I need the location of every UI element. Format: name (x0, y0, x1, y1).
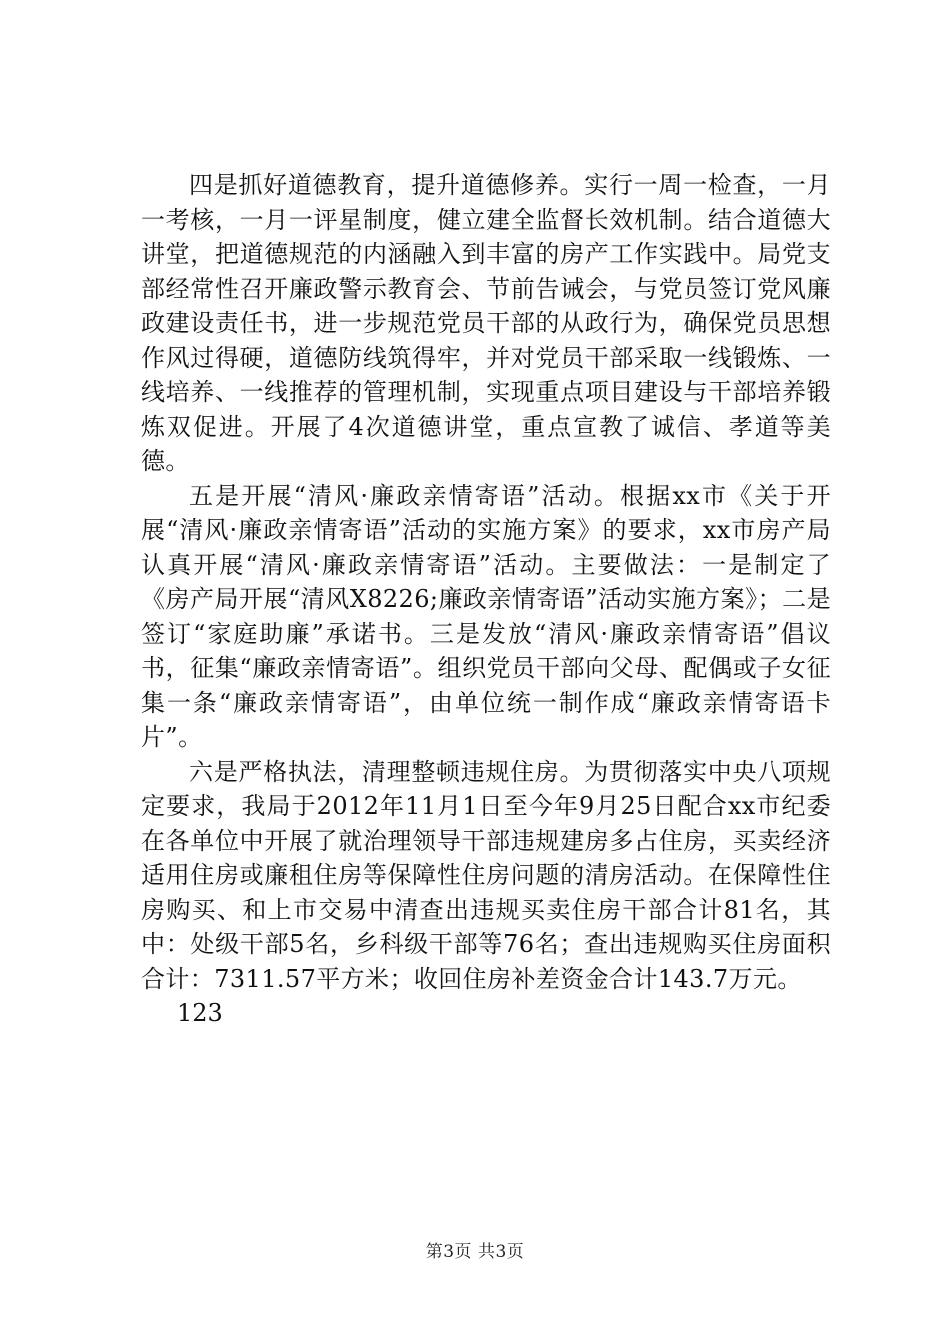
page-footer: 第3页 共3页 (425, 1242, 525, 1262)
paragraph-family-message-activity: 五是开展“清风·廉政亲情寄语”活动。根据xx市《关于开展“清风·廉政亲情寄语”活动的实施方案》的要求，xx市房产局认真开展“清风·廉政亲情寄语”活动。主要做法：一是制定了《房产局开展“清风X8226;廉政亲情寄语”活动实施方案》；二是签订“家庭助廉”承诺书。三是发放“清风·廉政亲情寄语”倡议书，征集“廉政亲情寄语”。组织党员干部向父母、配偶或子女征集一条“廉政亲情寄语”，由单位统一制作成“廉政亲情寄语卡片”。 (141, 481, 831, 751)
paragraph-moral-education: 四是抓好道德教育，提升道德修养。实行一周一检查，一月一考核，一月一评星制度，健立建全监督长效机制。结合道德大讲堂，把道德规范的内涵融入到丰富的房产工作实践中。局党支部经常性召开廉政警示教育会、节前告诫会，与党员签订党风廉政建设责任书，进一步规范党员干部的从政行为，确保党员思想作风过得硬，道德防线筑得牢，并对党员干部采取一线锻炼、一线培养、一线推荐的管理机制，实现重点项目建设与干部培养锻炼双促进。开展了4次道德讲堂，重点宣教了诚信、孝道等美德。 (141, 171, 831, 475)
trailing-number: 123 (177, 999, 223, 1027)
paragraph-housing-cleanup: 六是严格执法，清理整顿违规住房。为贯彻落实中央八项规定要求，我局于2012年11月1日至今年9月25日配合xx市纪委在各单位中开展了就治理领导干部违规建房多占住房，买卖经济适用住房或廉租住房等保障性住房问题的清房活动。在保障性住房购买、和上市交易中清查出违规买卖住房干部合计81名，其中：处级干部5名，乡科级干部等76名；查出违规购买住房面积合计：7311.57平方米；收回住房补差资金合计143.7万元。 (141, 757, 831, 993)
document-body (141, 168, 831, 1031)
